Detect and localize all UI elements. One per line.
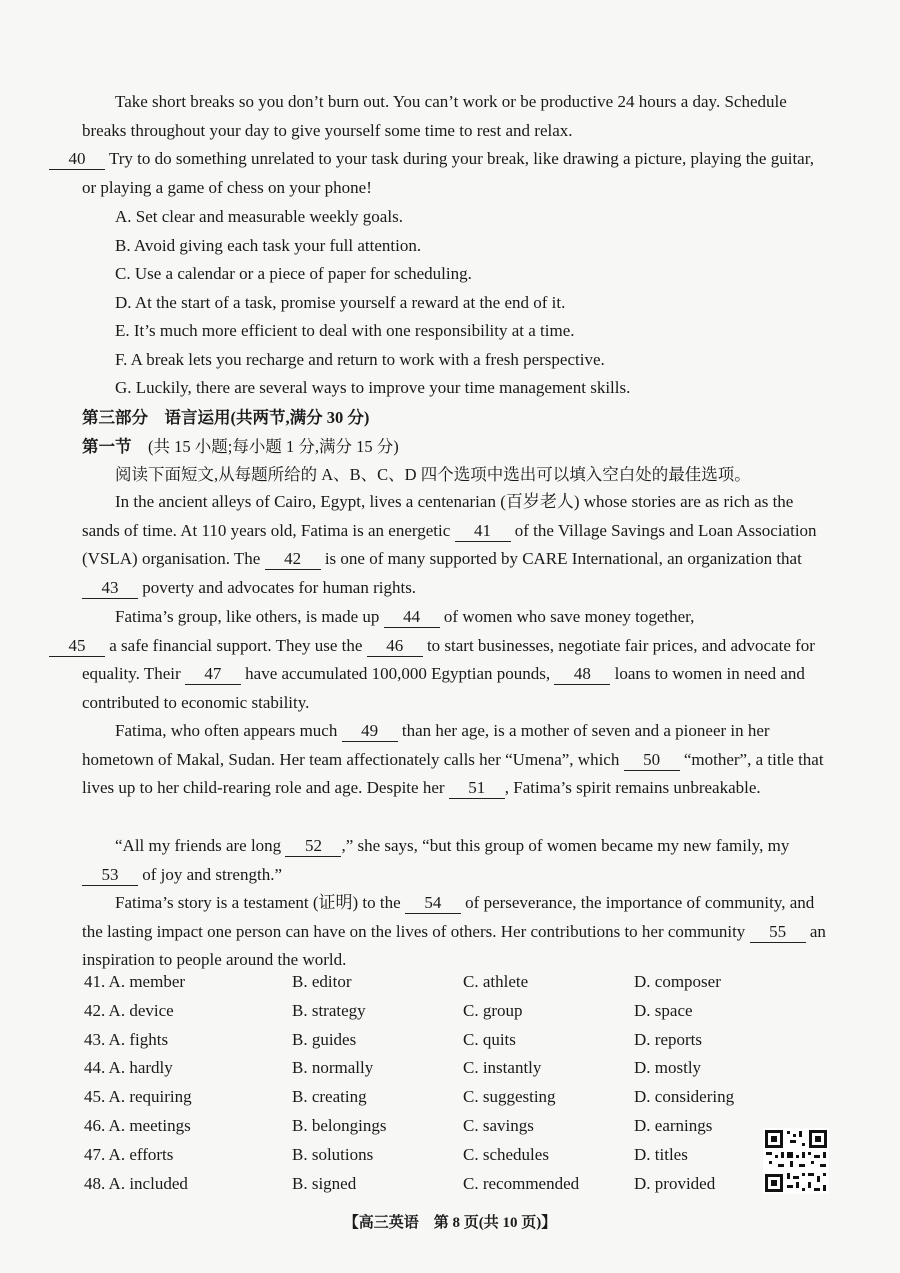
- question-option-d: D. provided: [634, 1173, 716, 1193]
- blank-49: 49: [342, 721, 398, 742]
- question-option-b: B. belongings: [292, 1116, 387, 1135]
- blank-54: 54: [405, 893, 461, 914]
- passage-paragraph-1: In the ancient alleys of Cairo, Egypt, lives a centenarian (百岁老人) whose stories are as rich as the sands of time. At 110 years old, Fatima is an energetic 41 of the Village Savings and Loan Association (VSLA) organisation. The 42 is one of many supported by CARE International, an organization that 43 poverty and advocates for human rights.: [82, 492, 817, 598]
- question-option-c: C. group: [463, 1000, 523, 1020]
- question-option-c: C. schedules: [463, 1144, 549, 1164]
- question-row: [84, 1030, 784, 1058]
- question-option-n: 48. A. included: [84, 1173, 188, 1193]
- blank-41: 41: [455, 521, 511, 542]
- question-option-c: C. instantly: [463, 1058, 542, 1078]
- question-option-c: C. suggesting: [463, 1087, 556, 1107]
- intro-paragraph: [68, 88, 827, 203]
- option-c: C. Use a calendar or a piece of paper for scheduling.: [115, 264, 472, 283]
- question-option-d: D. mostly: [634, 1058, 702, 1078]
- question-option-n: 41. A. member: [84, 972, 186, 991]
- option-f: F. A break lets you recharge and return to work with a fresh perspective.: [115, 350, 605, 369]
- option-b: B. Avoid giving each task your full attention.: [115, 236, 422, 255]
- question-option-b: B. editor: [292, 972, 352, 991]
- option-d: D. At the start of a task, promise yourself a reward at the end of it.: [115, 293, 566, 312]
- question-option-n: 42. A. device: [84, 1000, 174, 1020]
- blank-40: 40: [49, 149, 105, 170]
- question-option-n: 45. A. requiring: [84, 1087, 192, 1107]
- question-option-b: B. strategy: [292, 1000, 366, 1020]
- passage-paragraph-4: “All my friends are long 52 ,” she says, “but this group of women became my new family, my 53 of joy and strength.”: [82, 832, 827, 889]
- blank-53: 53: [82, 865, 138, 886]
- question-option-d: D. titles: [634, 1144, 688, 1164]
- question-option-n: 43. A. fights: [84, 1029, 169, 1049]
- passage-paragraph-3: Fatima, who often appears much 49 than her age, is a mother of seven and a pioneer in her hometown of Makal, Sudan. Her team affectionately calls her “Umena”, which 50 “mother”, a title that lives up to her child-rearing role and age. Despite her 51 , Fatima’s spirit remains unbreakable.: [82, 721, 824, 798]
- blank-48: 48: [554, 664, 610, 685]
- question-row: [84, 1116, 784, 1144]
- question-option-b: B. normally: [292, 1058, 374, 1078]
- option-a: A. Set clear and measurable weekly goals.: [115, 207, 403, 226]
- question-option-d: D. composer: [634, 972, 721, 991]
- question-row: [84, 1001, 784, 1029]
- intro-text-2: Try to do something unrelated to your task during your break, like drawing a picture, playing the guitar, or playing a game of chess on your phone!: [82, 149, 814, 198]
- blank-52: 52: [285, 836, 341, 857]
- question-option-d: D. earnings: [634, 1116, 713, 1135]
- blank-42: 42: [265, 549, 321, 570]
- question-option-b: B. signed: [292, 1173, 357, 1193]
- question-row: [84, 972, 784, 1000]
- question-option-b: B. guides: [292, 1029, 357, 1049]
- instruction: 阅读下面短文,从每题所给的 A、B、C、D 四个选项中选出可以填入空白处的最佳选项。: [115, 465, 751, 484]
- question-option-n: 46. A. meetings: [84, 1116, 191, 1135]
- option-e: E. It’s much more efficient to deal with one responsibility at a time.: [115, 321, 575, 340]
- blank-55: 55: [750, 922, 806, 943]
- blank-50: 50: [624, 750, 680, 771]
- question-option-d: D. space: [634, 1000, 693, 1020]
- blank-43: 43: [82, 578, 138, 599]
- section-label: 第一节: [82, 437, 132, 456]
- question-row: [84, 1174, 784, 1202]
- blank-46: 46: [367, 636, 423, 657]
- blank-51: 51: [449, 778, 505, 799]
- passage-paragraph-5: Fatima’s story is a testament (证明) to the 54 of perseverance, the importance of community, and the lasting impact one person can have on the lives of others. Her contributions to her community 55 an inspiration to people around the world.: [82, 893, 826, 970]
- section-subtitle: [82, 434, 399, 460]
- question-option-c: C. athlete: [463, 972, 529, 991]
- question-option-b: B. creating: [292, 1087, 367, 1107]
- question-option-n: 44. A. hardly: [84, 1058, 173, 1078]
- page-footer: 【高三英语 第 8 页(共 10 页)】: [343, 1215, 557, 1231]
- question-row: [84, 1058, 784, 1086]
- passage-paragraph-2: Fatima’s group, like others, is made up 44 of women who save money together, 45 a safe financial support. They use the 46 to start businesses, negotiate fair prices, and advocate for equality. Their 47 have accumulated 100,000 Egyptian pounds, 48 loans to women in need and contributed to economic stability.: [82, 603, 827, 718]
- question-row: [84, 1087, 784, 1115]
- question-option-c: C. savings: [463, 1116, 534, 1135]
- intro-text-1: Take short breaks so you don’t burn out. You can’t work or be productive 24 hours a day. Schedule breaks throughout your day to give yourself some time to rest and relax.: [82, 92, 787, 140]
- blank-47: 47: [185, 664, 241, 685]
- blank-44: 44: [384, 607, 440, 628]
- question-option-d: D. reports: [634, 1029, 702, 1049]
- option-g: G. Luckily, there are several ways to improve your time management skills.: [115, 378, 631, 397]
- question-row: [84, 1145, 784, 1173]
- part-title: 第三部分 语言运用(共两节,满分 30 分): [82, 408, 370, 427]
- question-option-c: C. recommended: [463, 1173, 580, 1193]
- question-option-c: C. quits: [463, 1029, 516, 1049]
- question-option-b: B. solutions: [292, 1144, 374, 1164]
- blank-45: 45: [49, 636, 105, 657]
- section-detail: (共 15 小题;每小题 1 分,满分 15 分): [148, 437, 399, 456]
- question-option-n: 47. A. efforts: [84, 1144, 174, 1164]
- qr-code-icon: [763, 1128, 829, 1194]
- question-option-d: D. considering: [634, 1087, 735, 1107]
